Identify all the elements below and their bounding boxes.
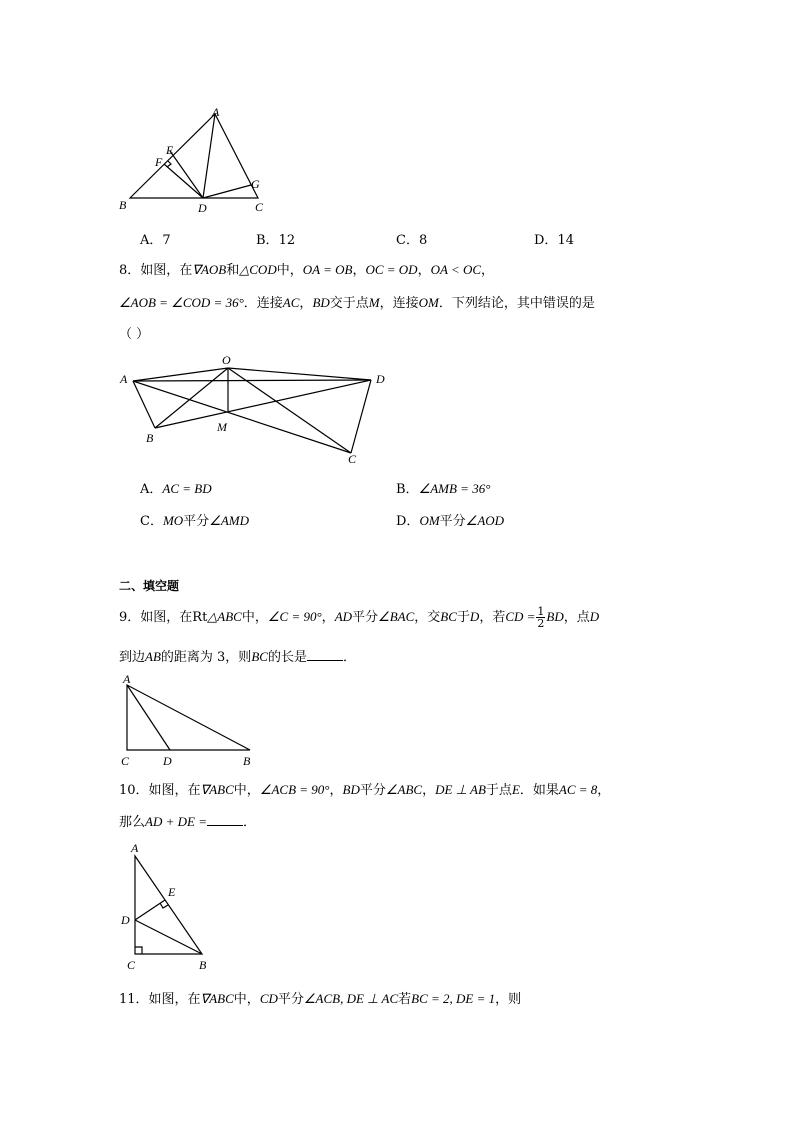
q9-d: D [469, 609, 480, 624]
right-angle-mark [167, 161, 171, 167]
section-title: 二、填空题 [119, 579, 180, 593]
q8-angles: ∠AOB = ∠COD = 36° [119, 295, 244, 310]
q10-bd: BD [342, 782, 360, 797]
q11-vals: BC = 2, DE = 1 [411, 991, 496, 1006]
label-d: D [198, 201, 207, 215]
q7-option-d-value: 14 [557, 233, 574, 248]
q8-paren: （ ） [119, 327, 150, 342]
q9-text: ． [342, 650, 356, 665]
segment-dc [351, 380, 371, 453]
q9-frac-den: 2 [537, 617, 545, 630]
q10-text: 平分 [359, 783, 386, 798]
label-e: E [166, 143, 174, 157]
q9-bd: BD [546, 609, 564, 624]
q9-line2 [119, 646, 356, 665]
label-f: F [155, 155, 163, 169]
q9-cd: CD = [505, 609, 536, 624]
q9-frac-num: 1 [537, 605, 545, 618]
q8-text: 和 [226, 263, 240, 278]
q10-text: ， [329, 783, 343, 798]
figure-q9 [115, 668, 265, 768]
q8-option-a-letter: A． [140, 482, 163, 497]
q8-seg1: AC [282, 295, 300, 310]
segment-ad [203, 114, 215, 198]
q8-option-d-post: ∠AOD [465, 513, 505, 528]
q7-option-b-letter: B． [256, 233, 279, 248]
q8-seg3: OM [418, 295, 439, 310]
segment-od [228, 368, 371, 380]
q10-text: ．如果 [519, 783, 559, 798]
figure-q8 [115, 350, 395, 470]
q8-text: ，连接 [379, 296, 419, 311]
q9-angle: ∠C = 90° [267, 609, 322, 624]
segment-gd [203, 185, 251, 198]
label-d: D [376, 372, 385, 386]
q8-text: ．下列结论，其中错误的是 [438, 296, 595, 311]
q8-seg2: BD [312, 295, 330, 310]
q7-option-b [256, 229, 295, 248]
q9-d2: D [589, 609, 600, 624]
q10-text: 10．如图，在 [119, 783, 201, 798]
q7-option-c-letter: C． [396, 233, 419, 248]
q8-tri1: ∇AOB [192, 262, 227, 277]
segment-ab [133, 381, 155, 428]
q8-option-c [140, 510, 249, 529]
q8-option-d-mid: 平分 [439, 514, 466, 529]
q9-text: 中， [241, 610, 268, 625]
q7-option-a-letter: A． [140, 233, 163, 248]
right-angle-mark-e [160, 903, 168, 908]
q9-text: 于 [456, 610, 470, 625]
q10-text: 中， [233, 783, 260, 798]
q9-text: 9．如图，在 [119, 610, 193, 625]
q9-fraction [536, 606, 545, 629]
triangle-abc [127, 685, 250, 750]
label-a: A [123, 672, 131, 686]
label-g: G [251, 177, 260, 191]
q8-option-c-mid: 平分 [183, 514, 210, 529]
q11-text: 11．如图，在 [119, 992, 201, 1007]
q9-text: 的长是 [267, 650, 307, 665]
q8-text: 交于点 [329, 296, 369, 311]
label-c: C [348, 452, 357, 466]
q8-option-a [140, 478, 212, 497]
segment-bd [155, 380, 371, 428]
q11-line1 [119, 988, 521, 1007]
label-a: A [120, 372, 128, 386]
q10-text: 于点 [485, 783, 512, 798]
q7-option-d-letter: D． [534, 233, 558, 248]
q10-text: 那么 [119, 815, 146, 830]
q8-line2 [119, 292, 595, 311]
q7-option-a-value: 7 [162, 233, 171, 248]
q8-text: ．连接 [243, 296, 283, 311]
label-b: B [243, 754, 251, 768]
q9-text: ， [321, 610, 335, 625]
q9-rt: Rt [192, 610, 208, 625]
triangle-abc [135, 856, 202, 954]
q10-tri: ∇ABC [200, 782, 234, 797]
q11-cd: CD [259, 991, 278, 1006]
q11-text: ，则 [495, 992, 522, 1007]
label-c: C [127, 958, 136, 972]
q8-cond1: OA = OB [302, 262, 353, 277]
q8-option-c-letter: C． [140, 514, 163, 529]
q8-option-c-post: ∠AMD [209, 513, 249, 528]
q8-text: ， [417, 263, 431, 278]
q10-line1 [119, 779, 610, 798]
q9-text: 平分 [352, 610, 379, 625]
q11-text: 平分 [277, 992, 304, 1007]
q8-option-b [396, 478, 490, 497]
q7-option-b-value: 12 [278, 233, 296, 248]
q9-text: ，点 [563, 610, 590, 625]
right-angle-mark-c [135, 947, 142, 954]
label-b: B [119, 198, 127, 212]
label-c: C [121, 754, 130, 768]
q8-text: 中， [276, 263, 303, 278]
q10-expr: AD + DE = [145, 814, 207, 829]
q10-text: ， [597, 783, 611, 798]
q10-text: ， [422, 783, 436, 798]
q10-perp: DE ⊥ AB [435, 782, 486, 797]
q7-option-d [534, 229, 574, 248]
q9-tri: △ABC [207, 609, 242, 624]
label-c: C [255, 200, 264, 214]
q7-option-c [396, 229, 427, 248]
q8-text: 8．如图，在 [119, 263, 193, 278]
label-o: O [222, 353, 231, 367]
answer-blank[interactable] [307, 648, 343, 661]
q8-tri2: △COD [239, 262, 277, 277]
figure-q10 [115, 838, 225, 978]
segment-ed [170, 151, 203, 198]
label-d: D [121, 913, 130, 927]
q8-point: M [368, 295, 380, 310]
q7-option-c-value: 8 [418, 233, 428, 248]
q9-text: 的距离为 3，则 [160, 650, 252, 665]
segment-ad [127, 685, 170, 750]
q9-ab: AB [145, 649, 161, 664]
label-m: M [217, 420, 227, 434]
q8-option-b-letter: B． [396, 482, 419, 497]
q10-line2 [119, 811, 256, 830]
q8-option-b-expr: ∠AMB = 36° [418, 481, 491, 496]
label-e: E [168, 885, 176, 899]
q8-option-d-pre: OM [419, 513, 440, 528]
q8-cond3: OA < OC [430, 262, 482, 277]
label-a: A [212, 105, 220, 119]
segment-fd [164, 164, 203, 198]
q10-e: E [511, 782, 520, 797]
q11-text: 中， [233, 992, 260, 1007]
q9-text: ，若 [479, 610, 506, 625]
q10-angle: ∠ACB = 90° [259, 782, 330, 797]
q9-ad: AD [334, 609, 353, 624]
q8-option-c-pre: MO [162, 513, 184, 528]
label-d: D [163, 754, 172, 768]
q11-cond: ∠ACB, DE ⊥ AC [303, 991, 399, 1006]
q11-tri: ∇ABC [200, 991, 234, 1006]
q8-text: ， [299, 296, 313, 311]
figure-q7 [115, 105, 275, 215]
q8-option-d-letter: D． [396, 514, 420, 529]
q8-cond2: OC = OD [365, 262, 418, 277]
label-b: B [199, 958, 207, 972]
q9-text: 到边 [119, 650, 146, 665]
q7-option-a [140, 229, 171, 248]
segment-ad [133, 380, 371, 381]
label-b: B [146, 431, 154, 445]
q9-bac: ∠BAC [378, 609, 415, 624]
q9-line1 [119, 606, 599, 629]
q9-text: ，交 [414, 610, 441, 625]
q8-line1 [119, 259, 494, 278]
answer-blank[interactable] [207, 813, 243, 826]
q8-option-a-expr: AC = BD [162, 481, 212, 496]
q8-option-d [396, 510, 504, 529]
q9-bc2: BC [251, 649, 268, 664]
q8-text: ， [481, 263, 495, 278]
q10-abc: ∠ABC [385, 782, 423, 797]
label-a: A [131, 841, 139, 855]
q10-text: ． [242, 815, 256, 830]
q10-ac: AC = 8 [558, 782, 598, 797]
q8-text: ， [352, 263, 366, 278]
q11-text: 若 [398, 992, 412, 1007]
q9-bc: BC [440, 609, 457, 624]
segment-db [135, 920, 202, 954]
